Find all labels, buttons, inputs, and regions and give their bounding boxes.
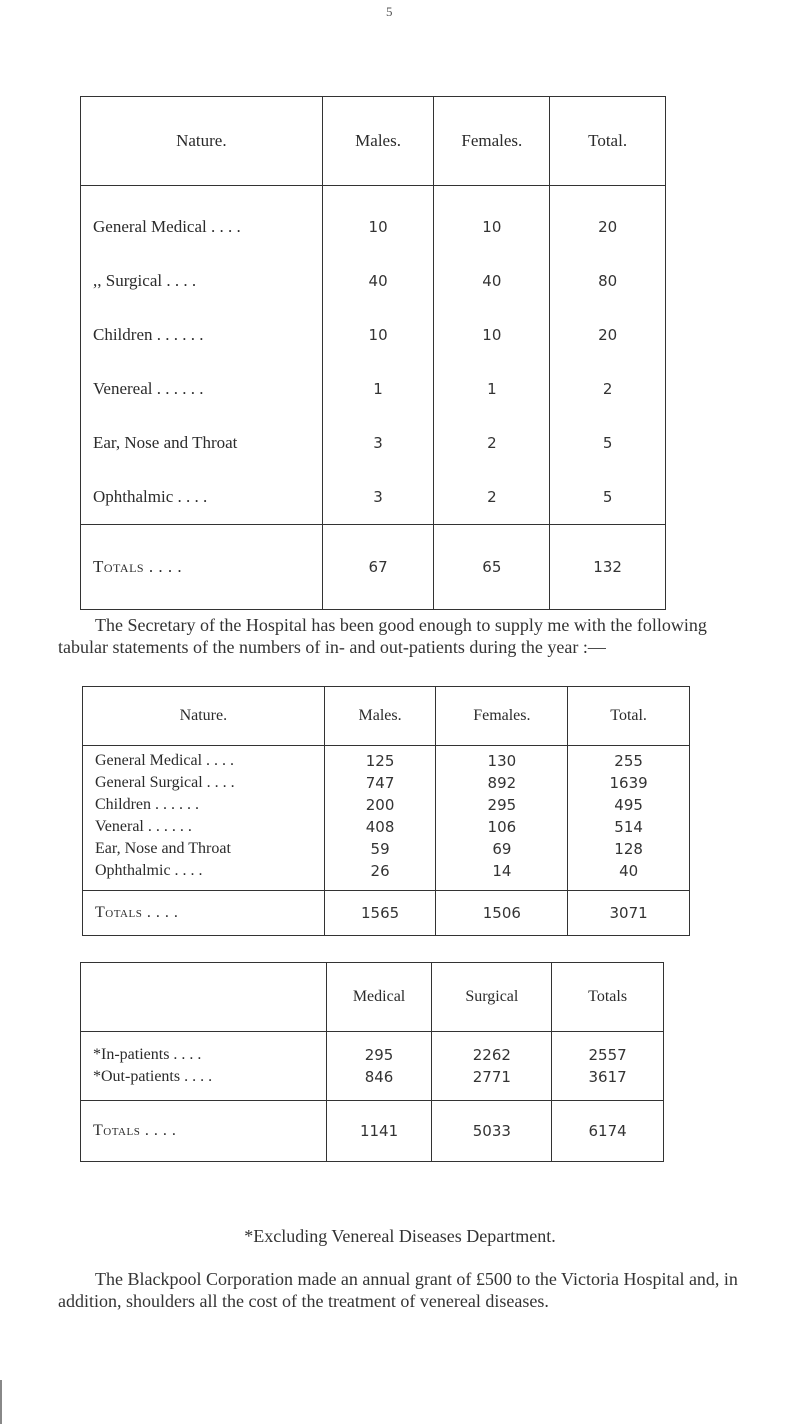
females-value: 14 <box>436 860 568 891</box>
totals-row <box>83 891 690 936</box>
females-value: 2 <box>434 470 550 525</box>
males-value: 10 <box>322 308 434 362</box>
row-label: Ear, Nose and Throat <box>83 838 325 860</box>
males-value: 1 <box>322 362 434 416</box>
row-label: Veneral . . . . . . <box>83 816 325 838</box>
total-value: 20 <box>550 308 666 362</box>
table-row <box>83 794 690 816</box>
surgical-value: 2262 <box>432 1032 552 1067</box>
table-row <box>81 1032 664 1067</box>
females-value: 130 <box>436 746 568 773</box>
table-row <box>83 746 690 773</box>
footnote: *Excluding Venereal Diseases Department. <box>244 1226 556 1246</box>
males-value: 3 <box>322 416 434 470</box>
header-males: Males. <box>322 97 434 186</box>
in-out-patients-table <box>80 962 664 1162</box>
header-totals: Totals <box>552 963 664 1032</box>
males-total: 67 <box>322 525 434 610</box>
totals-label: Totals . . . . <box>81 525 323 610</box>
females-value: 10 <box>434 308 550 362</box>
table-row <box>81 470 666 525</box>
totals-row <box>81 1101 664 1162</box>
table-row <box>83 860 690 891</box>
surgical-total: 5033 <box>432 1101 552 1162</box>
females-total: 1506 <box>436 891 568 936</box>
medical-value: 295 <box>326 1032 432 1067</box>
page-edge-mark <box>0 1380 2 1424</box>
total-value: 2 <box>550 362 666 416</box>
grand-total: 3071 <box>568 891 690 936</box>
males-total: 1565 <box>324 891 436 936</box>
males-value: 200 <box>324 794 436 816</box>
females-value: 106 <box>436 816 568 838</box>
header-total: Total. <box>568 687 690 746</box>
beds-table <box>80 96 666 610</box>
row-label: ,, Surgical . . . . <box>81 254 323 308</box>
header-females: Females. <box>436 687 568 746</box>
totals-row <box>81 525 666 610</box>
row-label: Ophthalmic . . . . <box>83 860 325 891</box>
row-label: General Medical . . . . <box>81 186 323 255</box>
totals-label: Totals . . . . <box>81 1101 327 1162</box>
table-row <box>83 816 690 838</box>
males-value: 10 <box>322 186 434 255</box>
total-value: 80 <box>550 254 666 308</box>
totals-label: Totals . . . . <box>83 891 325 936</box>
total-value: 1639 <box>568 772 690 794</box>
header-surgical: Surgical <box>432 963 552 1032</box>
females-value: 2 <box>434 416 550 470</box>
total-value: 495 <box>568 794 690 816</box>
table-row <box>81 362 666 416</box>
females-value: 69 <box>436 838 568 860</box>
grant-paragraph: The Blackpool Corporation made an annual grant of £500 to the Victoria Hospital and, in addition, shoulders all the cost of the treatment of venereal diseases. <box>58 1269 738 1311</box>
header-medical: Medical <box>326 963 432 1032</box>
row-label: Children . . . . . . <box>81 308 323 362</box>
row-label: Venereal . . . . . . <box>81 362 323 416</box>
row-label: Ear, Nose and Throat <box>81 416 323 470</box>
females-total: 65 <box>434 525 550 610</box>
total-value: 128 <box>568 838 690 860</box>
females-value: 10 <box>434 186 550 255</box>
table-row <box>81 416 666 470</box>
intro-paragraph: The Secretary of the Hospital has been good enough to supply me with the following tabular statements of the numbers of in- and out-patients during the year :— <box>58 615 707 657</box>
table-row <box>81 308 666 362</box>
table-row <box>81 254 666 308</box>
header-blank <box>81 963 327 1032</box>
females-value: 40 <box>434 254 550 308</box>
total-value: 5 <box>550 470 666 525</box>
patients-by-nature-table <box>82 686 690 936</box>
males-value: 26 <box>324 860 436 891</box>
males-value: 747 <box>324 772 436 794</box>
header-males: Males. <box>324 687 436 746</box>
row-label: *In-patients . . . . <box>81 1032 327 1067</box>
table-row <box>83 838 690 860</box>
females-value: 295 <box>436 794 568 816</box>
table-header-row <box>81 963 664 1032</box>
row-label: General Surgical . . . . <box>83 772 325 794</box>
table-row <box>83 772 690 794</box>
surgical-value: 2771 <box>432 1066 552 1101</box>
females-value: 1 <box>434 362 550 416</box>
females-value: 892 <box>436 772 568 794</box>
table-header-row <box>81 97 666 186</box>
males-value: 40 <box>322 254 434 308</box>
totals-value: 3617 <box>552 1066 664 1101</box>
table-header-row <box>83 687 690 746</box>
grand-total: 6174 <box>552 1101 664 1162</box>
grand-total: 132 <box>550 525 666 610</box>
table-row <box>81 186 666 255</box>
males-value: 125 <box>324 746 436 773</box>
page-number: 5 <box>386 4 393 19</box>
row-label: General Medical . . . . <box>83 746 325 773</box>
header-total: Total. <box>550 97 666 186</box>
totals-value: 2557 <box>552 1032 664 1067</box>
table-row <box>81 1066 664 1101</box>
header-nature: Nature. <box>83 687 325 746</box>
males-value: 408 <box>324 816 436 838</box>
total-value: 5 <box>550 416 666 470</box>
total-value: 255 <box>568 746 690 773</box>
header-nature: Nature. <box>81 97 323 186</box>
row-label: Children . . . . . . <box>83 794 325 816</box>
medical-value: 846 <box>326 1066 432 1101</box>
row-label: Ophthalmic . . . . <box>81 470 323 525</box>
row-label: *Out-patients . . . . <box>81 1066 327 1101</box>
males-value: 3 <box>322 470 434 525</box>
header-females: Females. <box>434 97 550 186</box>
males-value: 59 <box>324 838 436 860</box>
total-value: 40 <box>568 860 690 891</box>
medical-total: 1141 <box>326 1101 432 1162</box>
total-value: 514 <box>568 816 690 838</box>
total-value: 20 <box>550 186 666 255</box>
